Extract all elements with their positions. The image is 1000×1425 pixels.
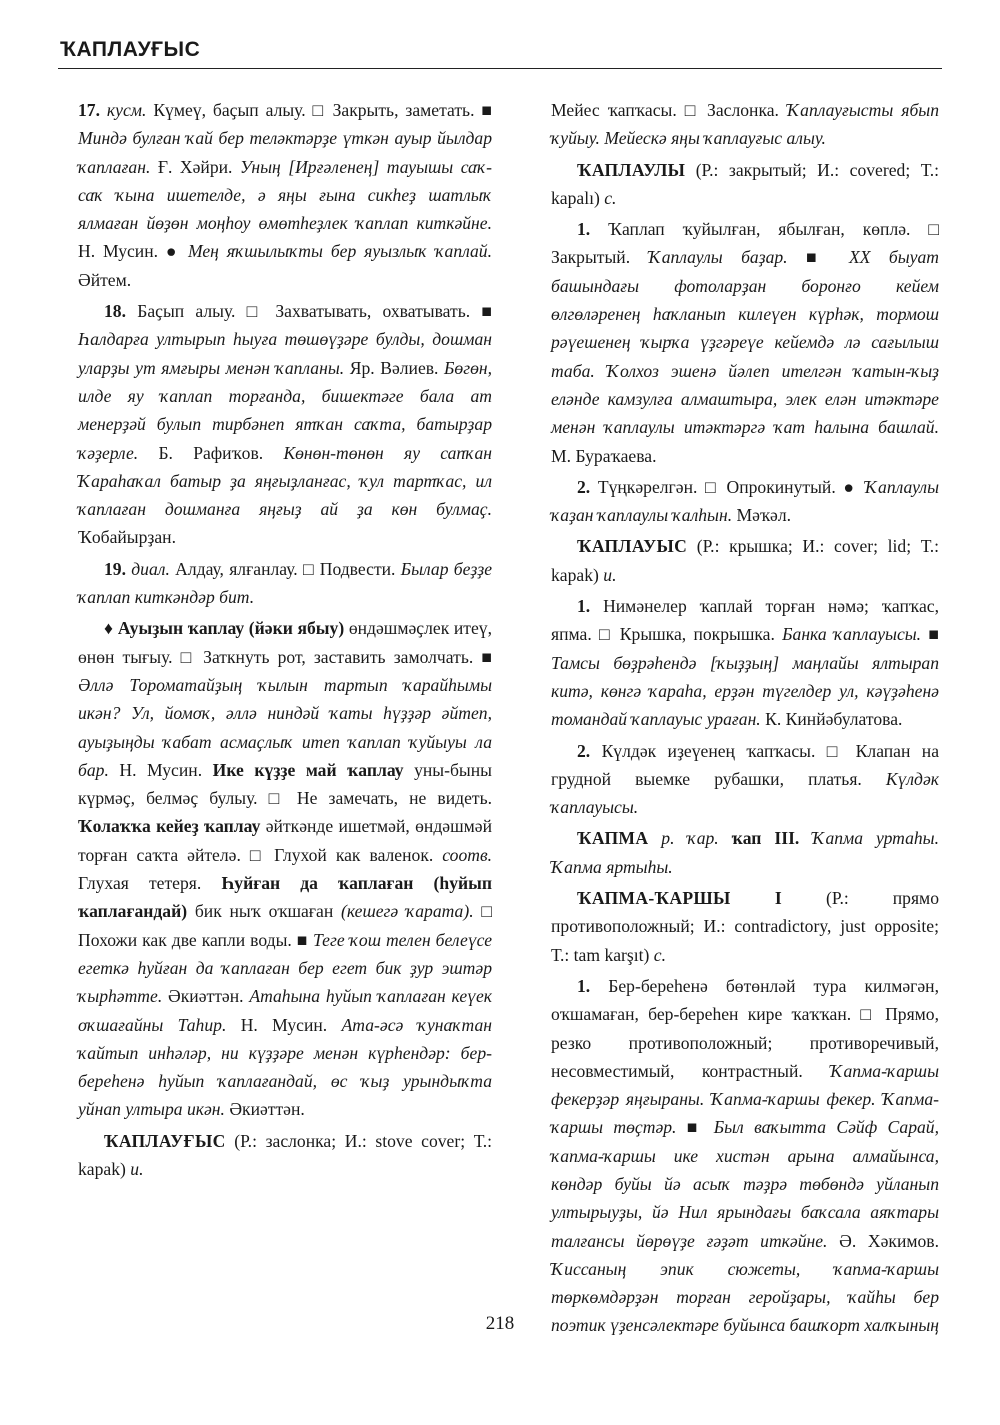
right-column — [551, 96, 939, 1340]
header-rule — [58, 68, 942, 69]
kaplauly-sense-2: 2. Түңкәрелгән. □ Опрокинутый. ● Ҡаплаулы ҡаҙан ҡаплаулы ҡалһын. Мәҡәл. — [551, 476, 939, 526]
running-title: ҠАПЛАУҒЫС — [60, 38, 201, 61]
kapma-karshy-sense-1: 1. Бер-береһенә бөтөнләй тура килмәгән, оҡшамаған, бер-береһен кире ҡаҡҡан. □ Прямо, резко противоположный; противоречивый, несовместимый, контрастный. Ҡапма-ҡаршы фекерҙәр яңғыраны. Ҡапма-ҡаршы фекер. Ҡапма-ҡаршы төҫтәр. ■ Был ваҡытта Сәйф Сарай, ҡапма-ҡаршы ике хистән арына алмайынса, көндәр буйы йә асыҡ тәҙрә төбөндә уйланып ултырыуҙы, йә Нил ярындағы баҡсала аяҡтары талғансы йөрөүҙе ғәҙәт иткәйне. Ә. Хәкимов. Ҡиссаның эпик сюжеты, ҡапма-ҡаршы төркөмдәрҙән торған геройҙары, ҡайһы бер поэтик үҙенсәлектәре буйынса башҡорт халҡының — [551, 975, 940, 1336]
sense-18: 18. Баҫып алыу. □ Захватывать, охватывать. ■ Һалдарға ултырып һыуға төшөүҙәре булды, дошман уларҙы ут ямғыры менән ҡапланы. Яр. Вәлиев. Бөгөн, илде яу ҡаплап торғанда, бишектәге бала ат менерҙәй булып тирбәнеп ятҡан саҡта, батырҙар ҡәҙерле. Б. Рафиҡов. Көнөн-төнөн яу сапҡан Ҡараһаҡал батыр ҙа яңғыҙланғас, ҡул тартҡас, ил ҡаплаған дошманға яңғыҙ ай ҙа көн булмаҫ. Ҡобайырҙан. — [78, 301, 492, 548]
entry-kaplaugys-continued: Мейес ҡапҡасы. □ Заслонка. Ҡаплауғысты ябып ҡуйыу. Мейескә яңы ҡаплауғыс алыу. — [551, 100, 940, 149]
left-column — [78, 96, 492, 1183]
headword: ҠАПМА — [577, 828, 649, 849]
headword: ҠАПМА-ҠАРШЫ I — [577, 888, 783, 909]
entry-kaplauly: ҠАПЛАУЛЫ (Р.: закрытый; И.: covered; Т.: kapalı) с. — [551, 159, 939, 208]
entry-kaplaugys: ҠАПЛАУҒЫС (Р.: заслонка; И.: stove cover; Т.: kapak) и. — [78, 1130, 492, 1179]
headword: ҠАПЛАУҒЫС — [104, 1130, 226, 1151]
entry-kapma: ҠАПМА р. ҡар. ҡап III. Ҡапма уртаһы. Ҡапма яртыһы. — [551, 828, 939, 877]
headword: ҠАПЛАУЫС — [577, 536, 688, 557]
sense-19: 19. диал. Алдау, ялғанлау. □ Подвести. Былар беҙҙе ҡаплап киткәндәр бит. — [78, 558, 493, 608]
entry-kaplauys: ҠАПЛАУЫС (Р.: крышка; И.: cover; lid; Т.: kapak) и. — [551, 536, 939, 585]
sense-17: 17. кусм. Күмеү, баҫып алыу. □ Закрыть, заметать. ■ Миндә булған ҡай бер теләктәрҙе үткән ауыр йылдар ҡаплаған. Ғ. Хәйри. Уның [Ирғәленең] тауышы саҡ-саҡ ҡына ишетелде, ә яңы ғына сикһеҙ шатлыҡ ялмаған йөҙөн моңһоу өмөтһеҙлек ҡаплап киткәйне. Н. Мусин. ● Мең яҡшылыҡты бер яуызлыҡ ҡаплай. Әйтем. — [78, 100, 493, 290]
kaplauys-sense-1: 1. Нимәнелер ҡаплай торған нәмә; ҡапҡас, япма. □ Крышка, покрышка. Банка ҡаплауысы. ■ Тамсы бөҙрәһендә [ҡыҙҙың] маңлайы ялтырап китә, көнгә ҡараһа, ерҙән түгелдер ул, кәүҙәһенә томандай ҡаплауыс ураған. К. Кинйәбулатова. — [551, 596, 939, 730]
headword: ҠАПЛАУЛЫ — [577, 159, 686, 180]
idioms-block: ♦ Ауыҙын ҡаплау (йәки ябыу) өндәшмәҫлек итеү, өнөн тығыу. □ Заткнуть рот, заставить замолчать. ■ Әллә Тороматайҙың ҡылын тартып ҡарайһымы икән? Ул, йомоҡ, әллә ниндәй ҡаты һүҙҙәр әйтеп, ауыҙыңды ҡабат асмаҫлыҡ итеп ҡаплап ҡуйыуы ла бар. Н. Мусин. Ике күҙҙе май ҡаплау уны-быны күрмәҫ, белмәҫ булыу. □ Не замечать, не видеть. Ҡолаҡҡа кейеҙ ҡаплау әйткәнде ишетмәй, өндәшмәй торған саҡта әйтелә. □ Глухой как валенок. соотв. Глухая тетеря. Һуйған да ҡаплаған (һуйып ҡаплағандай) бик ныҡ оҡшаған (кешегә ҡарата). □ Похожи как две капли воды. ■ Теге ҡош телен белеүсе егеткә һуйған да ҡаплаған бер егет бик ҙур эштәр ҡырһәтте. Әкиәттән. Атаһына һуйып ҡаплаған кеүек оҡшағайны Таһир. Н. Мусин. Ата-әсә ҡунаҡтан ҡайтып инһәләр, ни күҙҙәре менән күрһендәр: бер-береһенә һуйып ҡаплағандай, өс ҡыҙ урындыҡта уйнап ултыра икән. Әкиәттән. — [78, 618, 493, 1120]
kaplauys-sense-2: 2. Күлдәк иҙеүенең ҡапҡасы. □ Клапан на грудной выемке рубашки, платья. Күлдәк ҡаплауысы. — [551, 740, 939, 818]
entry-kapma-karshy: ҠАПМА-ҠАРШЫ I (Р.: прямо противоположный; И.: contradictory, just opposite; Т.: tam karşıt) с. — [551, 888, 939, 965]
kaplauly-sense-1: 1. Ҡаплап ҡуйылған, ябылған, көплә. □ Закрытый. Ҡаплаулы баҙар. ■ XX быуат башындағы фотоларҙан боронғо кейем өлгөләренең һаҡланып килеүен күрһәк, тормош рәүешенең ҡырҡа үҙгәреүе кейемдә лә сағылыш таба. Ҡолхоз эшенә йәлеп ителгән ҡатын-ҡыҙ еләнде камзулға алмаштыра, элек елән итәктәре менән ҡаплаулы итәктәргә ҡат һалына башлай. М. Бураҡаева. — [551, 219, 939, 466]
page-number: 218 — [485, 1313, 515, 1334]
